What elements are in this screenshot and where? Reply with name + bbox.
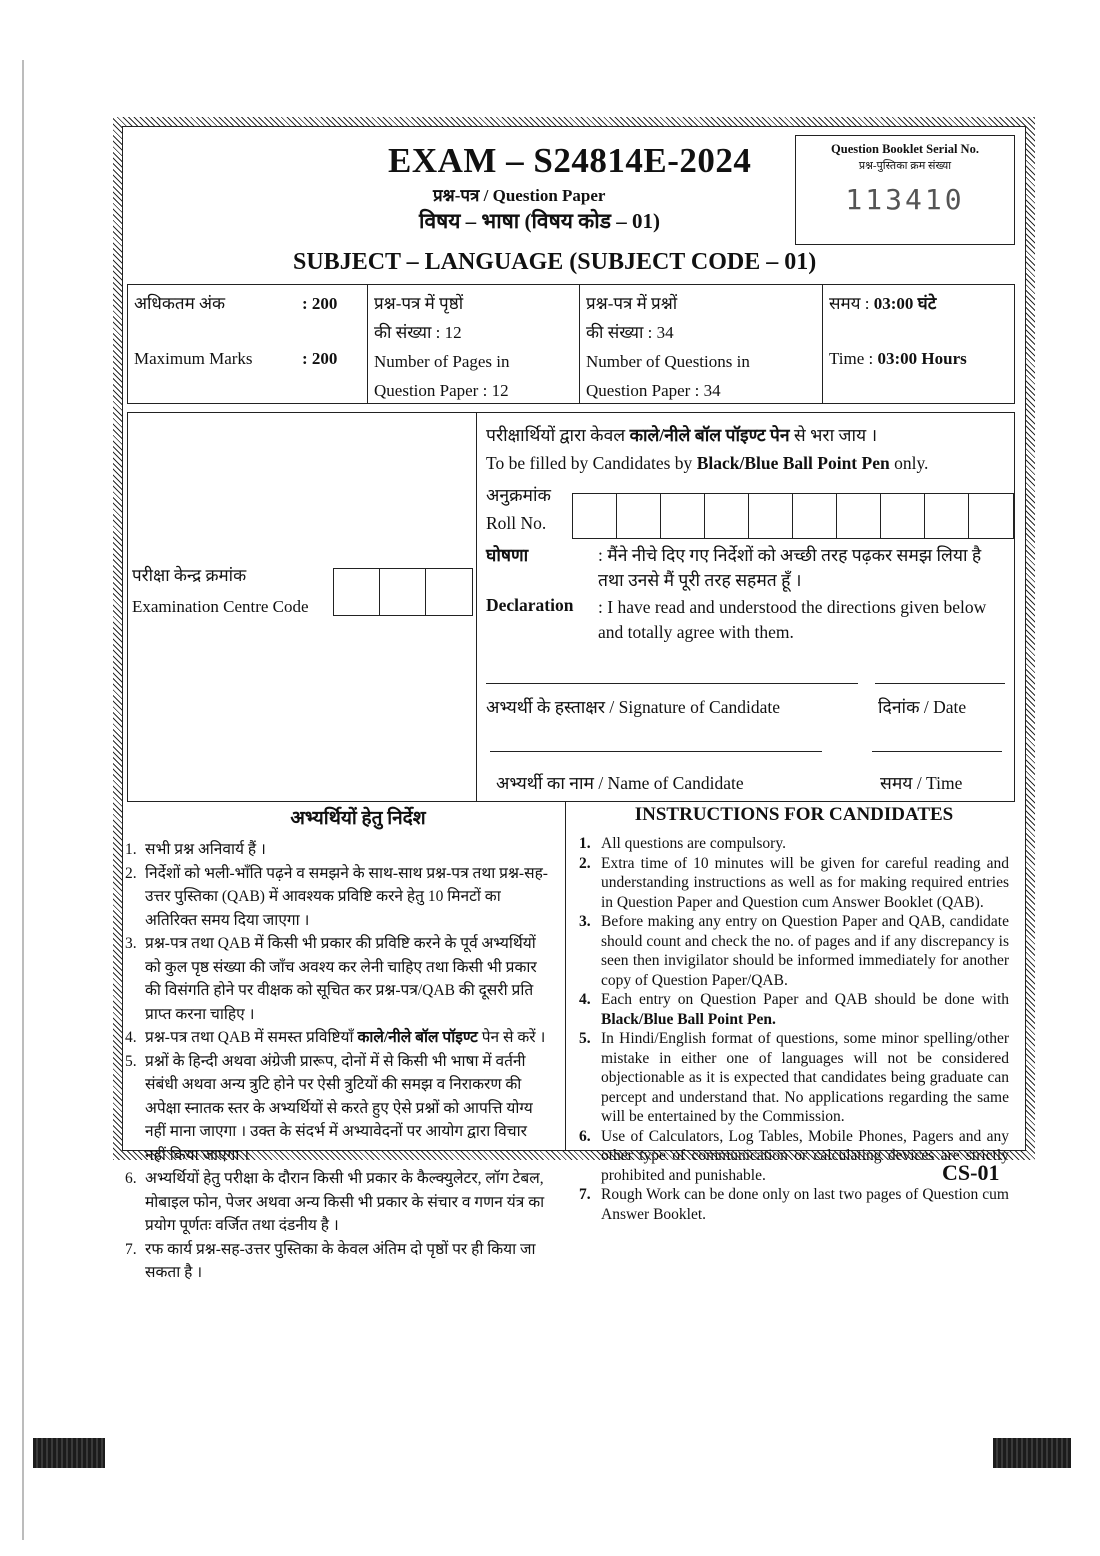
exam-title: EXAM – S24814E-2024 [388,141,752,180]
list-item [125,862,551,933]
list-item [125,1026,551,1050]
fill-en-prefix: To be filled by Candidates by [486,453,697,473]
item-text: निर्देशों को भली-भाँति पढ़ने व समझने के साथ-साथ प्रश्न-पत्र तथा प्रश्न-सह-उत्तर पुस्तिका (QAB) में आवश्यक प्रविष्टि करने हेतु 10 मिनटों का अतिरिक्त समय दिया जाएगा । [145,864,548,929]
subject-hindi: विषय – भाषा (विषय कोड – 01) [419,209,660,233]
roll-number-box[interactable] [925,494,969,538]
item-text [145,1026,551,1050]
time-hi-value: 03:00 घंटे [873,294,937,313]
centre-code-label [132,560,309,622]
paper-line: प्रश्न-पत्र / Question Paper [433,186,606,205]
list-item [579,912,1009,990]
signature-field[interactable] [486,683,858,684]
item-text-bold: काले/नीले बॉल पॉइण्ट [357,1029,478,1046]
roll-number-box[interactable] [749,494,793,538]
time-en-value: 03:00 Hours [877,349,967,368]
instructions-en-heading: INSTRUCTIONS FOR CANDIDATES [634,804,954,825]
roll-number-box[interactable] [837,494,881,538]
questions-en-2: Question Paper : 34 [586,381,721,400]
pages-cell [368,285,580,403]
item-text: Before making any entry on Question Paper and QAB, candidate should count and check the no. of pages and if any discrepancy is seen then invigilator should be informed immediately for another copy of Question Paper/QAB. [601,913,1009,989]
item-text: प्रश्न-पत्र तथा QAB में किसी भी प्रकार की प्रविष्टि करने के पूर्व अभ्यर्थियों को कुल पृष्ठ संख्या की जाँच अवश्य कर लेनी चाहिए तथा किसी भी प्रकार की विसंगति होने पर वीक्षक को सूचित कर प्रश्न-पत्र/QAB की दूसरी प्रति प्राप्त करना चाहिए । [145,935,537,1023]
instructions-divider [565,802,566,1150]
fill-instruction-en [486,453,928,474]
item-text: अभ्यर्थियों हेतु परीक्षा के दौरान किसी भी प्रकार के कैल्क्युलेटर, लॉग टेबल, मोबाइल फोन, पेजर अथवा अन्य किसी भी प्रकार के संचार व गणन यंत्र का प्रयोग पूर्णतः वर्जित तथा दंडनीय है । [145,1170,545,1234]
item-number: 4. [579,991,591,1008]
max-marks-value-hi: : 200 [302,294,338,313]
roll-number-box[interactable] [617,494,661,538]
max-marks-cell [128,285,368,403]
date-field[interactable] [875,683,1005,684]
max-marks-value-en: : 200 [302,349,338,368]
item-number: 5. [125,1052,137,1070]
list-item [125,1167,551,1238]
roll-hi: अनुक्रमांक [486,485,551,505]
centre-code-box[interactable] [380,569,426,615]
item-number: 2. [579,854,591,872]
signature-label: अभ्यर्थी के हस्ताक्षर / Signature of Candidate [486,697,780,717]
declaration-hi-label: घोषणा [486,545,529,565]
scan-marker-right [993,1438,1071,1468]
list-item [125,932,551,1026]
item-text-pre: प्रश्न-पत्र तथा QAB में समस्त प्रविष्टियाँ [145,1029,358,1046]
centre-code-boxes[interactable] [333,568,473,616]
list-item [579,1185,1009,1224]
roll-number-box[interactable] [793,494,837,538]
item-number: 1. [579,835,591,852]
list-item [125,1050,551,1168]
max-marks-hi: अधिकतम अंक [134,294,226,313]
roll-number-box[interactable] [573,494,617,538]
instructions-hindi [125,802,551,1285]
item-text: रफ कार्य प्रश्न-सह-उत्तर पुस्तिका के केवल अंतिम दो पृष्ठों पर ही किया जा सकता है । [145,1240,536,1281]
item-text: In Hindi/English format of questions, some minor spelling/other mistake in either one of languages will not be considered objectionable as it is expected that candidates being graduate can percept and understand that. No applications regarding the same will be entertained by the Commission. [601,1030,1009,1125]
roll-en: Roll No. [486,513,547,533]
fill-hi-bold: काले/नीले बॉल पॉइण्ट पेन [629,425,790,445]
instructions-hi-heading: अभ्यर्थियों हेतु निर्देश [290,808,426,829]
time-field[interactable] [872,751,1002,752]
candidate-name-label: अभ्यर्थी का नाम / Name of Candidate [496,773,744,793]
declaration-en-label: Declaration [486,595,574,615]
roll-number-box[interactable] [705,494,749,538]
item-text: Extra time of 10 minutes will be given for careful reading and understanding instructions as well as for making required entries in Question Paper and Question cum Answer Booklet (QAB). [601,854,1009,911]
list-item [579,854,1009,913]
item-number: 1. [125,841,137,858]
item-number: 3. [579,913,591,930]
roll-number-box[interactable] [969,494,1013,538]
candidate-details-block [127,412,1015,802]
item-number: 3. [125,935,137,952]
fill-en-bold: Black/Blue Ball Point Pen [696,453,890,473]
item-text-pre: Each entry on Question Paper and QAB should be done with [601,991,1009,1008]
roll-number-box[interactable] [881,494,925,538]
centre-code-box[interactable] [426,569,472,615]
time-label: समय / Time [880,773,963,793]
list-item [579,1029,1009,1127]
item-number: 2. [125,864,137,882]
questions-en-1: Number of Questions in [586,352,750,371]
fill-hi-prefix: परीक्षार्थियों द्वारा केवल [486,425,630,445]
item-text: Rough Work can be done only on last two pages of Question cum Answer Booklet. [601,1186,1009,1223]
declaration-hi-text: : मैंने नीचे दिए गए निर्देशों को अच्छी तरह पढ़कर समझ लिया है तथा उनसे मैं पूरी तरह सहमत हूँ । [598,545,982,590]
item-text: प्रश्नों के हिन्दी अथवा अंग्रेजी प्रारूप, दोनों में से किसी भी भाषा में वर्तनी संबंधी अथवा अन्य त्रुटि होने पर ऐसी त्रुटियों की समझ व निराकरण की अपेक्षा स्नातक स्तर के अभ्यर्थियों से करते हुए ऐसे प्रश्नों को आपत्ति योग्य नहीं माना जाएगा । उक्त के संदर्भ में अभ्यावेदनों पर आयोग द्वारा विचार नहीं किया जाएगा । [145,1052,533,1164]
paper-code: CS-01 [942,1160,1000,1185]
subject-english: SUBJECT – LANGUAGE (SUBJECT CODE – 01) [293,249,817,275]
pages-hi-1: प्रश्न-पत्र में पृष्ठों [374,294,464,313]
pages-hi-2: की संख्या : 12 [374,323,462,342]
fill-en-suffix: only. [889,453,929,473]
item-number: 7. [125,1240,137,1258]
marks-table [127,284,1015,404]
time-hi-label: समय : [829,294,870,313]
time-cell [823,285,1014,403]
item-text: Use of Calculators, Log Tables, Mobile Phones, Pagers and any other type of communication or calculating devices are strictly prohibited and punishable. [601,1127,1009,1184]
centre-code-section [128,413,477,801]
item-number: 4. [125,1029,137,1046]
list-item [125,838,551,862]
scan-marker-left [33,1438,105,1468]
pages-en-2: Question Paper : 12 [374,381,509,400]
item-text-post: पेन से करें । [477,1029,546,1046]
pages-en-1: Number of Pages in [374,352,510,371]
list-item [125,1238,551,1285]
fill-hi-suffix: से भरा जाय । [789,425,878,445]
serial-label-hi: प्रश्न-पुस्तिका क्रम संख्या [858,160,952,172]
fill-instruction-hi [486,423,877,447]
roll-number-box[interactable] [661,494,705,538]
item-number: 6. [125,1170,137,1187]
candidate-name-field[interactable] [490,751,822,752]
questions-cell [580,285,823,403]
centre-code-box[interactable] [334,569,380,615]
item-number: 6. [579,1127,591,1145]
item-text: All questions are compulsory. [601,835,786,852]
roll-number-label [486,481,551,537]
list-item [579,834,1009,854]
centre-code-hi: परीक्षा केन्द्र क्रमांक [132,566,247,585]
date-label: दिनांक / Date [878,697,967,717]
questions-hi-2: की संख्या : 34 [586,323,674,342]
serial-number: 113410 [845,183,965,216]
questions-hi-1: प्रश्न-पत्र में प्रश्नों [586,294,678,313]
serial-number-box [795,135,1015,245]
roll-number-boxes[interactable] [572,493,1014,539]
centre-code-en: Examination Centre Code [132,597,309,616]
time-en-label: Time : [829,349,874,368]
declaration-en-text: : I have read and understood the directions given below and totally agree with them. [598,597,987,642]
item-text-bold: Black/Blue Ball Point Pen. [601,1010,776,1028]
serial-label-en: Question Booklet Serial No. [831,142,979,156]
item-text: सभी प्रश्न अनिवार्य हैं । [145,841,266,858]
max-marks-en: Maximum Marks [134,349,253,368]
candidate-fill-section [480,413,1014,801]
item-text [601,990,1009,1029]
item-number: 5. [579,1030,591,1047]
list-item [579,990,1009,1029]
scan-edge-line [22,60,24,1540]
item-number: 7. [579,1186,591,1203]
